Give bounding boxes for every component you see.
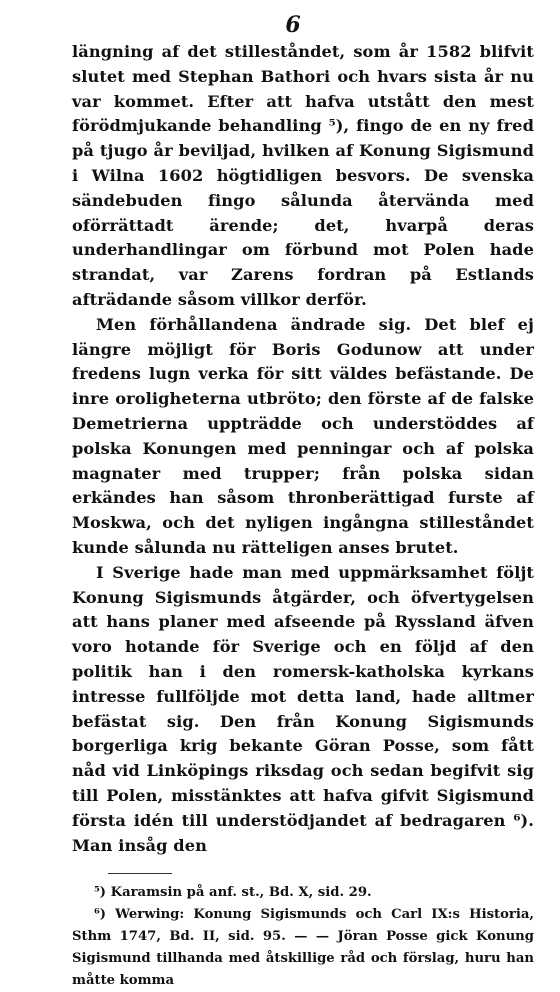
page-number: 6 <box>285 12 301 38</box>
paragraph-2: Men förhållandena ändrade sig. Det blef ej längre möjligt för Boris Godunow att under fredens lugn verka för sitt väldes befästande. De inre oroligheterna utbröto; den förste af de falske Demetrierna uppträdde och understöddes af polska Konungen med penningar och af polska magnater med trupper; från polska sidan erkändes han såsom thronberättigad furste af Moskwa, och det nyligen ingångna stilleståndet kunde sålunda nu rätteligen anses brutet. <box>72 314 534 557</box>
footnotes <box>72 882 534 992</box>
paragraph-1: längning af det stilleståndet, som år 1582 blifvit slutet med Stephan Bathori och hvars sista år nu var kommet. Efter att hafva utstått den mest förödmjukande behandling ⁵), fingo de en ny fred på tjugo år beviljad, hvilken af Konung Sigismund i Wilna 1602 högtidligen besvors. De svenska sändebuden fingo sålunda återvända med oförrättadt ärende; det, hvarpå deras underhandlingar om förbund mot Polen hade strandat, var Zarens fordran på Estlands afträdande såsom villkor derför. <box>72 42 534 309</box>
footnote-5: ⁵) Karamsin på anf. st., Bd. X, sid. 29. <box>94 885 372 901</box>
paragraph-3: I Sverige hade man med uppmärksamhet följt Konung Sigismunds åtgärder, och öfvertygelsen att hans planer med afseende på Ryssland äfven voro hotande för Sverige och en följd af den politik han i den romersk-katholska kyrkans intresse fullföljde mot detta land, hade alltmer befästat sig. Den från Konung Sigismunds borgerliga krig bekante Göran Posse, som fått nåd vid Linköpings riksdag och sedan begifvit sig till Polen, misstänktes att hafva gifvit Sigismund första idén till understödjandet af bedragaren ⁶). Man insåg den <box>72 562 534 855</box>
footnote-separator <box>72 858 534 882</box>
footnote-6: ⁶) Werwing: Konung Sigismunds och Carl IX:s Historia, Sthm 1747, Bd. II, sid. 95. — — Jöran Posse gick Konung Sigismund tillhanda med åtskillige råd och förslag, huru han måtte komma <box>72 907 534 989</box>
book-page <box>72 10 534 992</box>
footnote-rule <box>108 873 172 874</box>
